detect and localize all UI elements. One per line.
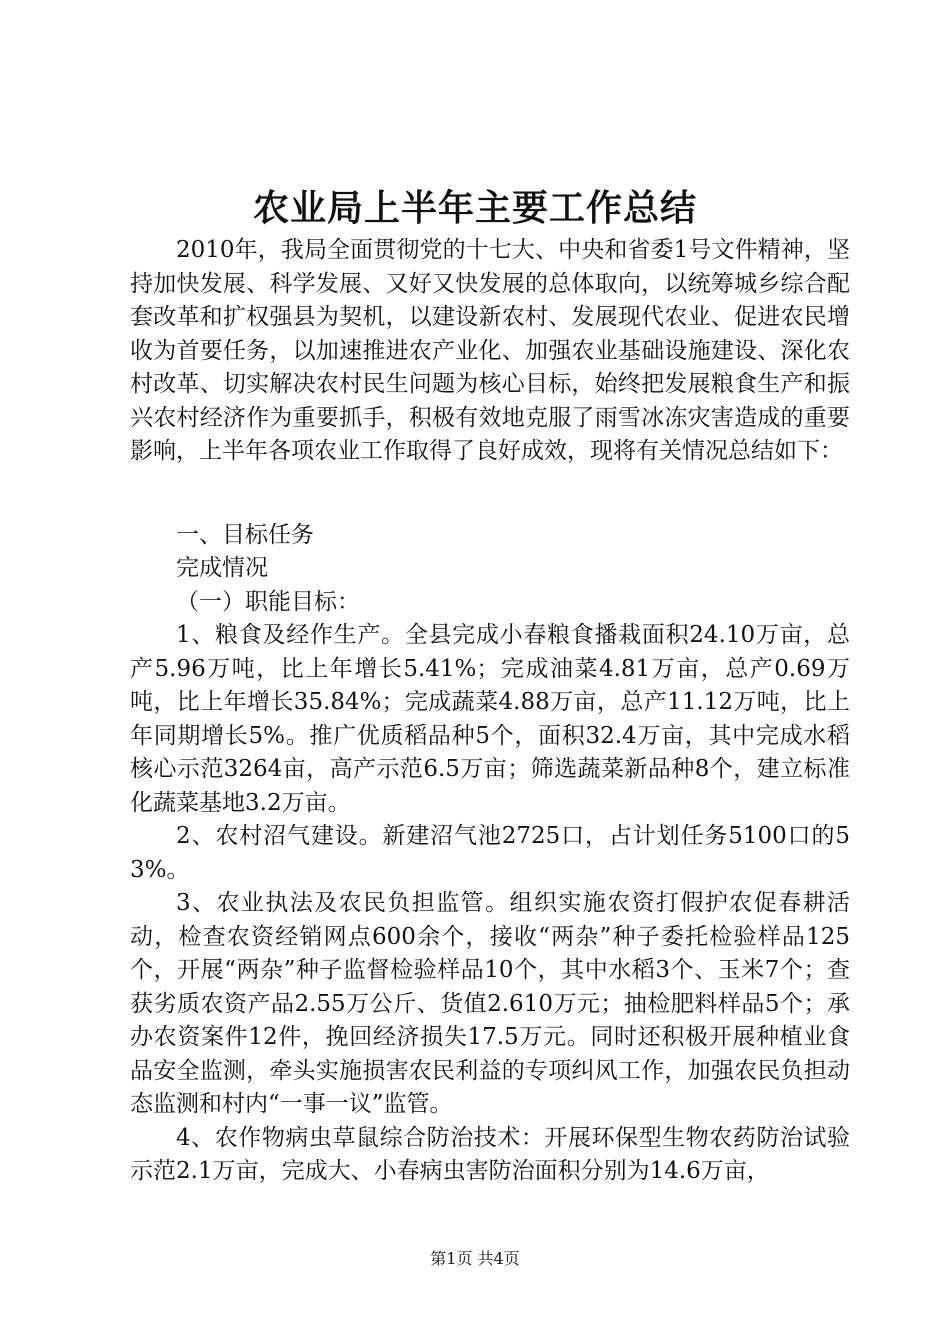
item-paragraph: 1、粮食及经作生产。全县完成小春粮食播栽面积24.10万亩，总产5.96万吨，比上年增长5.41%；完成油菜4.81万亩，总产0.69万吨，比上年增长35.84%；完成蔬菜4.88万亩，总产11.12万吨，比上年同期增长5%。推广优质稻品种5个，面积32.4万亩，其中完成水稻核心示范3264亩，高产示范6.5万亩；筛选蔬菜新品种8个，建立标准化蔬菜基地3.2万亩。 [130,622,850,816]
paragraph-spacer [130,469,850,519]
section-heading: 一、目标任务 [176,521,314,548]
item-paragraph: 3、农业执法及农民负担监管。组织实施农资打假护农促春耕活动，检查农资经销网点600余个，接收“两杂”种子委托检验样品125个，开展“两杂”种子监督检验样品10个，其中水稻3个、玉米7个；查获劣质农资产品2.55万公斤、货值2.610万元；抽检肥料样品5个；承办农资案件12件，挽回经济损失17.5万元。同时还积极开展种植业食品安全监测，牵头实施损害农民利益的专项纠风工作，加强农民负担动态监测和村内“一事一议”监管。 [130,890,850,1117]
subsection-heading: 完成情况 [176,555,268,581]
intro-paragraph: 2010年，我局全面贯彻党的十七大、中央和省委1号文件精神，坚持加快发展、科学发展、又好又快发展的总体取向，以统筹城乡综合配套改革和扩权强县为契机，以建设新农村、发展现代农业、促进农民增收为首要任务，以加速推进农产业化、加强农业基础设施建设、深化农村改革、切实解决农村民生问题为核心目标，始终把发展粮食生产和振兴农村经济作为重要抓手，积极有效地克服了雨雪冰冻灾害造成的重要影响，上半年各项农业工作取得了良好成效，现将有关情况总结如下： [130,237,850,464]
page-indicator: 第1页 共4页 [430,1249,520,1268]
sub-heading-functional-goals: （一）职能目标： [176,588,360,615]
item-paragraph: 2、农村沼气建设。新建沼气池2725口，占计划任务5100口的53%。 [130,823,850,883]
item-paragraph: 4、农作物病虫草鼠综合防治技术：开展环保型生物农药防治试验示范2.1万亩，完成大、小春病虫害防治面积分别为14.6万亩， [130,1124,850,1184]
document-body [130,234,850,1189]
document-title: 农业局上半年主要工作总结 [252,187,697,229]
